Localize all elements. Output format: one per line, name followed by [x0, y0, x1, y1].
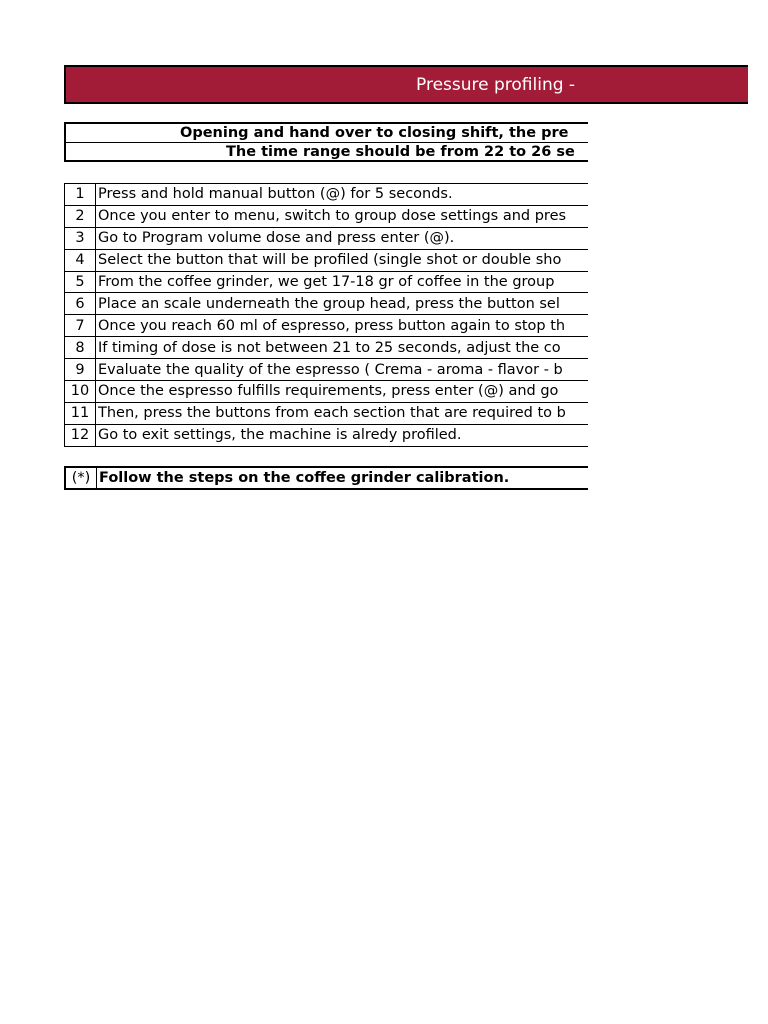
step-number: 8 — [65, 337, 96, 359]
page-title: Pressure profiling - — [416, 75, 576, 95]
step-number: 6 — [65, 293, 96, 315]
step-text: Go to exit settings, the machine is alredy profiled. — [96, 424, 589, 446]
step-row — [65, 249, 589, 271]
step-number: 2 — [65, 205, 96, 227]
note-mark: (*) — [65, 467, 97, 489]
note-row — [65, 467, 588, 489]
step-number: 10 — [65, 381, 96, 403]
step-row — [65, 205, 589, 227]
step-number: 1 — [65, 184, 96, 206]
step-text: From the coffee grinder, we get 17-18 gr of coffee in the group — [96, 271, 589, 293]
step-row — [65, 402, 589, 424]
step-text: Press and hold manual button (@) for 5 seconds. — [96, 184, 589, 206]
intro-line-2 — [64, 142, 588, 162]
steps-table — [64, 183, 588, 447]
step-text: Once you reach 60 ml of espresso, press button again to stop th — [96, 315, 589, 337]
intro-line-1 — [64, 122, 588, 142]
step-number: 11 — [65, 402, 96, 424]
step-number: 5 — [65, 271, 96, 293]
step-row — [65, 424, 589, 446]
step-row — [65, 227, 589, 249]
step-text: Evaluate the quality of the espresso ( Crema - aroma - flavor - b — [96, 359, 589, 381]
step-text: Select the button that will be profiled (single shot or double sho — [96, 249, 589, 271]
step-number: 12 — [65, 424, 96, 446]
step-text: Once the espresso fulfills requirements, press enter (@) and go — [96, 381, 589, 403]
intro-text-1: Opening and hand over to closing shift, the pre — [180, 125, 569, 141]
note-table — [64, 466, 588, 490]
step-text: Once you enter to menu, switch to group dose settings and pres — [96, 205, 589, 227]
title-bar — [64, 65, 748, 104]
step-row — [65, 184, 589, 206]
step-number: 9 — [65, 359, 96, 381]
step-row — [65, 359, 589, 381]
step-number: 4 — [65, 249, 96, 271]
note-text: Follow the steps on the coffee grinder calibration. — [97, 467, 589, 489]
step-text: Then, press the buttons from each section that are required to b — [96, 402, 589, 424]
step-text: If timing of dose is not between 21 to 25 seconds, adjust the co — [96, 337, 589, 359]
intro-box — [64, 122, 588, 162]
step-row — [65, 271, 589, 293]
steps-section — [64, 183, 588, 447]
step-number: 3 — [65, 227, 96, 249]
step-row — [65, 337, 589, 359]
step-row — [65, 381, 589, 403]
step-text: Go to Program volume dose and press enter (@). — [96, 227, 589, 249]
note-section — [64, 466, 588, 491]
step-number: 7 — [65, 315, 96, 337]
step-text: Place an scale underneath the group head, press the button sel — [96, 293, 589, 315]
intro-text-2: The time range should be from 22 to 26 se — [226, 144, 575, 160]
step-row — [65, 315, 589, 337]
step-row — [65, 293, 589, 315]
